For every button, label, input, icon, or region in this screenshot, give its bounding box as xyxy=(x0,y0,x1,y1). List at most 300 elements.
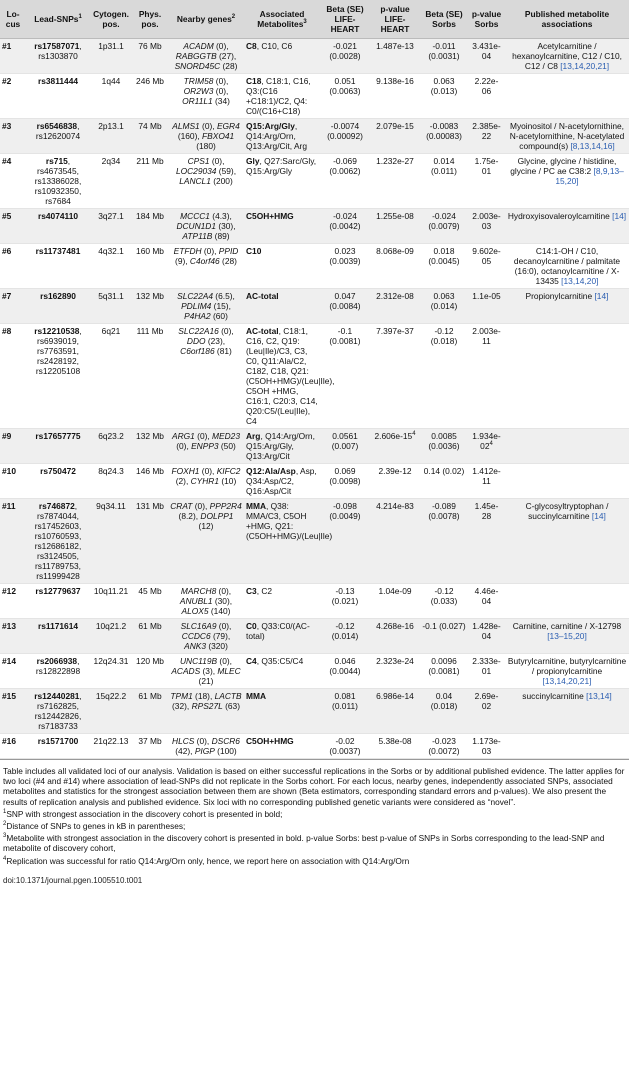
other-metabolites: , Q27:Sarc/Gly, Q15:Arg/Gly xyxy=(246,156,317,176)
gene-distance: (0), xyxy=(213,86,229,96)
cell-phys-pos: 160 Mb xyxy=(132,244,168,289)
cell-lead-snps xyxy=(26,74,90,119)
cell-metabolites xyxy=(244,499,333,584)
gene-distance: (180) xyxy=(196,141,216,151)
cell-phys-pos: 74 Mb xyxy=(132,119,168,154)
table-row xyxy=(0,429,629,464)
cell-beta-sorbs: -0.011 (0.0031) xyxy=(420,39,468,74)
cell-pvalue-sorbs: 1.1e-05 xyxy=(468,289,505,324)
cell-nearby-genes xyxy=(168,734,244,759)
header-nearby-genes: Nearby genes$^2$ xyxy=(168,0,244,39)
cell-lead-snps xyxy=(26,499,90,584)
cell-locus: #9 xyxy=(0,429,26,464)
cell-published-associations xyxy=(505,324,629,429)
table-row xyxy=(0,499,629,584)
cell-pvalue-sorbs: $1.934e-02^4$ xyxy=(468,429,505,464)
cell-beta-lifeheart: -0.069 (0.0062) xyxy=(320,154,370,209)
cell-published-associations xyxy=(505,734,629,759)
lead-snp: rs4074110 xyxy=(37,211,79,221)
published-text: Propionylcarnitine xyxy=(525,291,595,301)
gene-distance: (200) xyxy=(210,176,233,186)
cell-phys-pos: 37 Mb xyxy=(132,734,168,759)
gene-distance: (0), xyxy=(194,431,213,441)
reference-link[interactable]: [13,14,20] xyxy=(561,276,599,286)
cell-locus: #8 xyxy=(0,324,26,429)
gene-name: ACADS xyxy=(171,666,201,676)
table-header-row xyxy=(0,0,629,39)
cell-pvalue-sorbs: 4.46e-04 xyxy=(468,584,505,619)
cell-nearby-genes xyxy=(168,429,244,464)
table-row xyxy=(0,39,629,74)
cell-cytogen-pos: 1p31.1 xyxy=(90,39,132,74)
gene-distance: (2), xyxy=(175,476,191,486)
cell-nearby-genes xyxy=(168,499,244,584)
cell-pvalue-lifeheart: 5.38e-08 xyxy=(370,734,420,759)
gene-name: KIFC2 xyxy=(216,466,241,476)
lead-snp: rs12210538 xyxy=(34,326,80,336)
gene-name: DSCR6 xyxy=(211,736,240,746)
cell-nearby-genes xyxy=(168,324,244,429)
gene-name: MED23 xyxy=(212,431,240,441)
lead-metabolite: MMA xyxy=(246,691,267,701)
cell-beta-lifeheart: -0.13 (0.021) xyxy=(320,584,370,619)
table-row xyxy=(0,654,629,689)
other-metabolites: , Asp, Q34:Asp/C2, Q16:Asp/Cit xyxy=(246,466,317,496)
lead-metabolite: C0 xyxy=(246,621,257,631)
notes-main: Table includes all validated loci of our analysis. Validation is based on either successful replications in the Sorbs or by additional published evidence. The latter applies for two loci (#4 and #14) where association of lead-SNPs did not replicate in the Sorbs cohort. For each locus, nearby genes, independently associated SNPs, associated metabolites and statistics for the strongest association between them are shown (Beta estimators, corresponding standard errors and p-values). We also present the results of replication analysis and published evidence. Six loci with no corresponding published genetic variants were considered as “novel”. xyxy=(3,766,625,807)
published-text: Carnitine, carnitine / X-12798 xyxy=(512,621,622,631)
gene-name: EGR4 xyxy=(216,121,240,131)
cell-beta-sorbs: 0.0085 (0.0036) xyxy=(420,429,468,464)
cell-metabolites xyxy=(244,244,320,289)
lead-snp: rs12779637 xyxy=(35,586,81,596)
gene-name: RPS27L xyxy=(191,701,223,711)
cell-locus: #1 xyxy=(0,39,26,74)
cell-lead-snps xyxy=(26,209,90,244)
gene-distance: (0), xyxy=(216,621,232,631)
cell-lead-snps xyxy=(26,289,90,324)
gene-name: ANK3 xyxy=(184,641,206,651)
cell-cytogen-pos: 3q27.1 xyxy=(90,209,132,244)
footnote-2: $^2$Distance of SNPs to genes in kB in parentheses; xyxy=(3,821,186,832)
gene-distance: (27), xyxy=(216,51,237,61)
cell-cytogen-pos: 4q32.1 xyxy=(90,244,132,289)
cell-pvalue-lifeheart: 8.068e-09 xyxy=(370,244,420,289)
cell-phys-pos: 111 Mb xyxy=(132,324,168,429)
table-row xyxy=(0,119,629,154)
gene-name: TRIM58 xyxy=(183,76,214,86)
lead-snp: rs12440281 xyxy=(34,691,80,701)
cell-beta-lifeheart: 0.023 (0.0039) xyxy=(320,244,370,289)
lead-snp: rs17657775 xyxy=(35,431,81,441)
other-snps: , rs7874044, rs17452603, rs10760593, rs12686182, rs3124505, rs11789753, rs11999428 xyxy=(34,501,82,581)
other-metabolites: , Q33:C0/(AC-total) xyxy=(246,621,310,641)
cell-published-associations xyxy=(505,74,629,119)
cell-lead-snps xyxy=(26,689,90,734)
gene-name: DOLPP1 xyxy=(200,511,234,521)
cell-beta-sorbs: 0.063 (0.014) xyxy=(420,289,468,324)
cell-cytogen-pos: 21q22.13 xyxy=(90,734,132,759)
cell-published-associations xyxy=(505,619,629,654)
cell-nearby-genes xyxy=(168,39,244,74)
cell-published-associations xyxy=(505,584,629,619)
cell-published-associations xyxy=(505,464,629,499)
lead-snp: rs11737481 xyxy=(35,246,81,256)
cell-phys-pos: 132 Mb xyxy=(132,429,168,464)
lead-metabolite: C8 xyxy=(246,41,257,51)
table-row xyxy=(0,689,629,734)
lead-metabolite: C5OH+HMG xyxy=(246,736,294,746)
header-locus: Lo-cus xyxy=(0,0,26,39)
gene-distance: (30), xyxy=(212,596,233,606)
other-metabolites: , C18:1, C16, Q3:(C16 +C18:1)/C2, Q4: C0/(C16+C18) xyxy=(246,76,311,116)
gene-distance: (63) xyxy=(222,701,240,711)
cell-locus: #4 xyxy=(0,154,26,209)
cell-metabolites xyxy=(244,324,335,429)
other-metabolites: , Q35:C5/C4 xyxy=(256,656,304,666)
gene-name: SLC22A16 xyxy=(178,326,219,336)
cell-metabolites xyxy=(244,119,320,154)
table-row xyxy=(0,74,629,119)
gene-distance: (140) xyxy=(208,606,231,616)
other-snps: , rs6939019, rs7763591, rs2428192, rs12205108 xyxy=(35,326,82,376)
lead-snp: rs715 xyxy=(45,156,68,166)
cell-beta-lifeheart: -0.02 (0.0037) xyxy=(320,734,370,759)
gene-distance: (60) xyxy=(210,311,228,321)
cell-nearby-genes xyxy=(168,74,244,119)
cell-cytogen-pos: 1q44 xyxy=(90,74,132,119)
cell-phys-pos: 76 Mb xyxy=(132,39,168,74)
lead-metabolite: AC-total xyxy=(246,326,279,336)
cell-pvalue-sorbs: 3.431e-04 xyxy=(468,39,505,74)
other-snps: , rs1303870 xyxy=(38,41,82,61)
cell-pvalue-sorbs: 1.75e-01 xyxy=(468,154,505,209)
cell-phys-pos: 131 Mb xyxy=(132,499,168,584)
gene-name: MARCH8 xyxy=(180,586,217,596)
cell-pvalue-lifeheart: 1.487e-13 xyxy=(370,39,420,74)
cell-pvalue-sorbs: 2.385e-22 xyxy=(468,119,505,154)
cell-beta-lifeheart: -0.021 (0.0028) xyxy=(320,39,370,74)
cell-metabolites xyxy=(244,464,320,499)
cell-beta-sorbs: 0.0096 (0.0081) xyxy=(420,654,468,689)
gene-name: RABGGTB xyxy=(175,51,217,61)
gene-distance: (23), xyxy=(205,336,226,346)
gene-name: SLC16A9 xyxy=(180,621,217,631)
cell-locus: #7 xyxy=(0,289,26,324)
reference-link[interactable]: [13,14,20,21] xyxy=(560,61,610,71)
cell-locus: #5 xyxy=(0,209,26,244)
gene-name: ANUBL1 xyxy=(179,596,213,606)
gene-name: FOXH1 xyxy=(171,466,200,476)
cell-beta-sorbs: -0.12 (0.033) xyxy=(420,584,468,619)
gene-name: LACTB xyxy=(214,691,242,701)
cell-beta-sorbs: -0.1 (0.027) xyxy=(420,619,468,654)
cell-beta-sorbs: 0.14 (0.02) xyxy=(420,464,468,499)
cell-pvalue-sorbs: 1.412e-11 xyxy=(468,464,505,499)
gene-distance: (0), xyxy=(192,501,210,511)
lead-metabolite: Gly xyxy=(246,156,260,166)
lead-metabolite: C3 xyxy=(246,586,257,596)
gene-name: CPS1 xyxy=(187,156,210,166)
lead-metabolite: AC-total xyxy=(246,291,279,301)
reference-link[interactable]: [14] xyxy=(612,211,627,221)
cell-metabolites xyxy=(244,619,320,654)
other-metabolites: , C2 xyxy=(256,586,273,596)
cell-pvalue-sorbs: 1.45e-28 xyxy=(468,499,505,584)
gene-name: ALMS1 xyxy=(172,121,200,131)
gene-distance: (34) xyxy=(212,96,230,106)
cell-published-associations xyxy=(505,209,629,244)
gene-distance: (15), xyxy=(211,301,231,311)
cell-nearby-genes xyxy=(168,119,244,154)
cell-pvalue-sorbs: 2.003e-03 xyxy=(468,209,505,244)
published-text: Hydroxyisovaleroylcarnitine xyxy=(507,211,613,221)
cell-phys-pos: 132 Mb xyxy=(132,289,168,324)
lead-snp: rs2066938 xyxy=(36,656,78,666)
other-metabolites: , Q38: MMA/C3, C5OH +HMG, Q21:(C5OH+HMG)/(Leu|Ile) xyxy=(246,501,333,541)
gene-name: TPM1 xyxy=(170,691,193,701)
header-cytogen-pos: Cytogen. pos. xyxy=(90,0,132,39)
gene-distance: (79), xyxy=(210,631,231,641)
gene-name: DCUN1D1 xyxy=(176,221,216,231)
other-metabolites: , Q14:Arg/Orn, Q15:Arg/Gly, Q13:Arg/Cit xyxy=(246,431,315,461)
cell-published-associations xyxy=(505,499,629,584)
gene-name: ATP11B xyxy=(182,231,213,241)
cell-pvalue-sorbs: 2.333e-01 xyxy=(468,654,505,689)
lead-snp: rs1171614 xyxy=(37,621,79,631)
cell-lead-snps xyxy=(26,119,90,154)
cell-beta-sorbs: 0.04 (0.018) xyxy=(420,689,468,734)
gene-distance: (32), xyxy=(172,701,192,711)
cell-published-associations xyxy=(505,289,629,324)
cell-cytogen-pos: 10q21.2 xyxy=(90,619,132,654)
cell-locus: #10 xyxy=(0,464,26,499)
cell-cytogen-pos: 8q24.3 xyxy=(90,464,132,499)
gene-name: DDO xyxy=(186,336,206,346)
other-metabolites: , C18:1, C16, C2, Q19:(Leu|Ile)/C3, C3, C0, Q11:Ala/C2, C182, C18, Q21:(C5OH+HMG)/(Leu|Ile), C5OH +HMG, C16:1, C20:3, C14, Q20:C5/(Leu|Ile), C4 xyxy=(246,326,335,426)
cell-nearby-genes xyxy=(168,689,244,734)
footnote-1: $^1$SNP with strongest association in the discovery cohort is presented in bold; xyxy=(3,808,283,819)
gene-distance: (42), xyxy=(175,746,195,756)
cell-published-associations xyxy=(505,119,629,154)
table-row xyxy=(0,154,629,209)
gene-distance: (4.3), xyxy=(209,211,232,221)
cell-metabolites xyxy=(244,734,320,759)
gene-name: SNORD45C xyxy=(174,61,221,71)
cell-nearby-genes xyxy=(168,244,244,289)
cell-pvalue-sorbs: 2.69e-02 xyxy=(468,689,505,734)
header-published-associations: Published metabolite associations xyxy=(505,0,629,39)
lead-metabolite: C5OH+HMG xyxy=(246,211,294,221)
cell-pvalue-lifeheart: 2.39e-12 xyxy=(370,464,420,499)
doi-link[interactable]: doi:10.1371/journal.pgen.1005510.t001 xyxy=(3,875,143,885)
gene-distance: (0), xyxy=(176,441,192,451)
table-row xyxy=(0,209,629,244)
cell-pvalue-lifeheart: 2.323e-24 xyxy=(370,654,420,689)
gene-name: CYHR1 xyxy=(190,476,220,486)
reference-link[interactable]: [14] xyxy=(594,291,609,301)
lead-metabolite: C10 xyxy=(246,246,262,256)
cell-pvalue-lifeheart: 6.986e-14 xyxy=(370,689,420,734)
cell-pvalue-lifeheart: 1.04e-09 xyxy=(370,584,420,619)
cell-locus: #12 xyxy=(0,584,26,619)
cell-pvalue-sorbs: 9.602e-05 xyxy=(468,244,505,289)
cell-lead-snps xyxy=(26,324,90,429)
cell-beta-lifeheart: -0.0074 (0.00092) xyxy=(320,119,370,154)
cell-cytogen-pos: 5q31.1 xyxy=(90,289,132,324)
published-text: C-glycosyltryptophan / succinylcarnitine xyxy=(525,501,609,521)
gene-name: PDLIM4 xyxy=(181,301,212,311)
cell-locus: #16 xyxy=(0,734,26,759)
gene-name: C4orf46 xyxy=(189,256,220,266)
gene-name: ACADM xyxy=(183,41,214,51)
table-row xyxy=(0,464,629,499)
cell-phys-pos: 211 Mb xyxy=(132,154,168,209)
reference-link[interactable]: [14] xyxy=(591,511,606,521)
table-row xyxy=(0,289,629,324)
cell-phys-pos: 184 Mb xyxy=(132,209,168,244)
gene-distance: (0), xyxy=(194,736,212,746)
lead-snp: rs1571700 xyxy=(37,736,79,746)
cell-pvalue-sorbs: 2.003e-11 xyxy=(468,324,505,429)
cell-pvalue-lifeheart: $2.606e-15^4$ xyxy=(370,429,420,464)
header-lead-snps: Lead-SNPs$^1$ xyxy=(26,0,90,39)
table-row xyxy=(0,324,629,429)
cell-phys-pos: 120 Mb xyxy=(132,654,168,689)
gene-distance: (59), xyxy=(216,166,237,176)
cell-cytogen-pos: 6q23.2 xyxy=(90,429,132,464)
other-metabolites: , C10, C6 xyxy=(256,41,293,51)
cell-cytogen-pos: 15q22.2 xyxy=(90,689,132,734)
cell-cytogen-pos: 2p13.1 xyxy=(90,119,132,154)
other-snps: , rs4673545, rs13386028, rs10932350, rs7684 xyxy=(34,156,82,206)
lead-metabolite: MMA xyxy=(246,501,267,511)
cell-beta-lifeheart: 0.069 (0.0098) xyxy=(320,464,370,499)
cell-lead-snps xyxy=(26,584,90,619)
other-metabolites: , Q14:Arg/Orn, Q13:Arg/Cit, Arg xyxy=(246,121,307,151)
gene-name: PPID xyxy=(218,246,239,256)
cell-lead-snps xyxy=(26,619,90,654)
cell-beta-sorbs: -0.12 (0.018) xyxy=(420,324,468,429)
cell-beta-sorbs: 0.018 (0.0045) xyxy=(420,244,468,289)
gene-distance: (100) xyxy=(214,746,237,756)
table-body xyxy=(0,39,629,759)
header-pvalue-lifeheart: p-value LIFE-HEART xyxy=(370,0,420,39)
gene-distance: (89) xyxy=(212,231,230,241)
cell-locus: #11 xyxy=(0,499,26,584)
gene-distance: (0), xyxy=(209,156,225,166)
cell-nearby-genes xyxy=(168,289,244,324)
cell-lead-snps xyxy=(26,39,90,74)
cell-pvalue-lifeheart: 1.232e-27 xyxy=(370,154,420,209)
header-beta-sorbs: Beta (SE) Sorbs xyxy=(420,0,468,39)
reference-link[interactable]: [13–15,20] xyxy=(547,631,587,641)
gene-name: PPP2R4 xyxy=(209,501,242,511)
cell-metabolites xyxy=(244,39,320,74)
reference-link[interactable]: [8,13,14,16] xyxy=(570,141,615,151)
gene-name: LOC29034 xyxy=(175,166,217,176)
gene-name: FBXO41 xyxy=(202,131,235,141)
cell-published-associations xyxy=(505,689,629,734)
cell-nearby-genes xyxy=(168,584,244,619)
cell-cytogen-pos: 2q34 xyxy=(90,154,132,209)
cell-metabolites xyxy=(244,654,320,689)
gene-distance: (0), xyxy=(213,76,229,86)
reference-link[interactable]: [13,14,20,21] xyxy=(542,676,592,686)
gene-name: UNC119B xyxy=(180,656,218,666)
published-text: Butyrylcarnitine, butyrylcarnitine / propionylcarnitine xyxy=(507,656,627,676)
cell-nearby-genes xyxy=(168,154,244,209)
lead-metabolite: Q15:Arg/Gly xyxy=(246,121,295,131)
gene-distance: (21) xyxy=(198,676,214,686)
gene-name: LANCL1 xyxy=(179,176,211,186)
gene-distance: (28) xyxy=(219,256,237,266)
cell-lead-snps xyxy=(26,734,90,759)
published-text: C14:1-OH / C10, decanoylcarnitine / palmitate (16:0), octanoylcarnitine / X-13435 xyxy=(513,246,621,286)
cell-beta-sorbs: -0.024 (0.0079) xyxy=(420,209,468,244)
cell-beta-lifeheart: -0.12 (0.014) xyxy=(320,619,370,654)
table-row xyxy=(0,619,629,654)
gene-name: PIGP xyxy=(194,746,215,756)
gene-distance: (6.5), xyxy=(212,291,235,301)
lead-snp: rs17587071 xyxy=(34,41,80,51)
cell-beta-lifeheart: 0.081 (0.011) xyxy=(320,689,370,734)
cell-nearby-genes xyxy=(168,209,244,244)
cell-pvalue-lifeheart: 2.312e-08 xyxy=(370,289,420,324)
cell-pvalue-lifeheart: 4.214e-83 xyxy=(370,499,420,584)
lead-metabolite: C18 xyxy=(246,76,262,86)
gene-distance: (0), xyxy=(213,41,229,51)
cell-beta-sorbs: -0.023 (0.0072) xyxy=(420,734,468,759)
gene-distance: (28) xyxy=(220,61,238,71)
cell-published-associations xyxy=(505,429,629,464)
cell-phys-pos: 61 Mb xyxy=(132,619,168,654)
gene-name: ARG1 xyxy=(172,431,195,441)
cell-beta-sorbs: 0.014 (0.011) xyxy=(420,154,468,209)
cell-published-associations xyxy=(505,654,629,689)
cell-locus: #2 xyxy=(0,74,26,119)
lead-snp: rs3811444 xyxy=(37,76,79,86)
footnote-3: $^3$Metabolite with strongest association in the discovery cohort is presented in bold. p-value Sorbs: best p-value of SNPs in Sorbs corresponding to the lead-SNP and metabolite of discovery cohort, xyxy=(3,833,605,854)
gene-distance: (10) xyxy=(219,476,237,486)
gene-distance: (18), xyxy=(192,691,215,701)
cell-pvalue-sorbs: 1.173e-03 xyxy=(468,734,505,759)
cell-beta-lifeheart: 0.046 (0.0044) xyxy=(320,654,370,689)
gene-name: ENPP3 xyxy=(191,441,219,451)
cell-cytogen-pos: 10q11.21 xyxy=(90,584,132,619)
cell-locus: #15 xyxy=(0,689,26,734)
cell-cytogen-pos: 9q34.11 xyxy=(90,499,132,584)
reference-link[interactable]: [13,14] xyxy=(586,691,612,701)
gene-name: P4HA2 xyxy=(184,311,211,321)
footnote-4: $^4$Replication was successful for ratio Q14:Arg/Orn only, hence, we report here on association with Q14:Arg/Orn xyxy=(3,855,410,866)
lead-snp: rs750472 xyxy=(40,466,76,476)
cell-pvalue-lifeheart: 9.138e-16 xyxy=(370,74,420,119)
gene-distance: (30), xyxy=(216,221,236,231)
cell-nearby-genes xyxy=(168,619,244,654)
cell-beta-lifeheart: 0.051 (0.0063) xyxy=(320,74,370,119)
gene-distance: (320) xyxy=(206,641,228,651)
reference-link[interactable]: [8,9,13–15,20] xyxy=(555,166,624,186)
gene-distance: (0), xyxy=(216,586,232,596)
cell-phys-pos: 45 Mb xyxy=(132,584,168,619)
cell-published-associations xyxy=(505,244,629,289)
gene-distance: (9), xyxy=(175,256,190,266)
cell-lead-snps xyxy=(26,154,90,209)
cell-locus: #13 xyxy=(0,619,26,654)
lead-metabolite: Q12:Ala/Asp xyxy=(246,466,296,476)
cell-metabolites xyxy=(244,429,320,464)
